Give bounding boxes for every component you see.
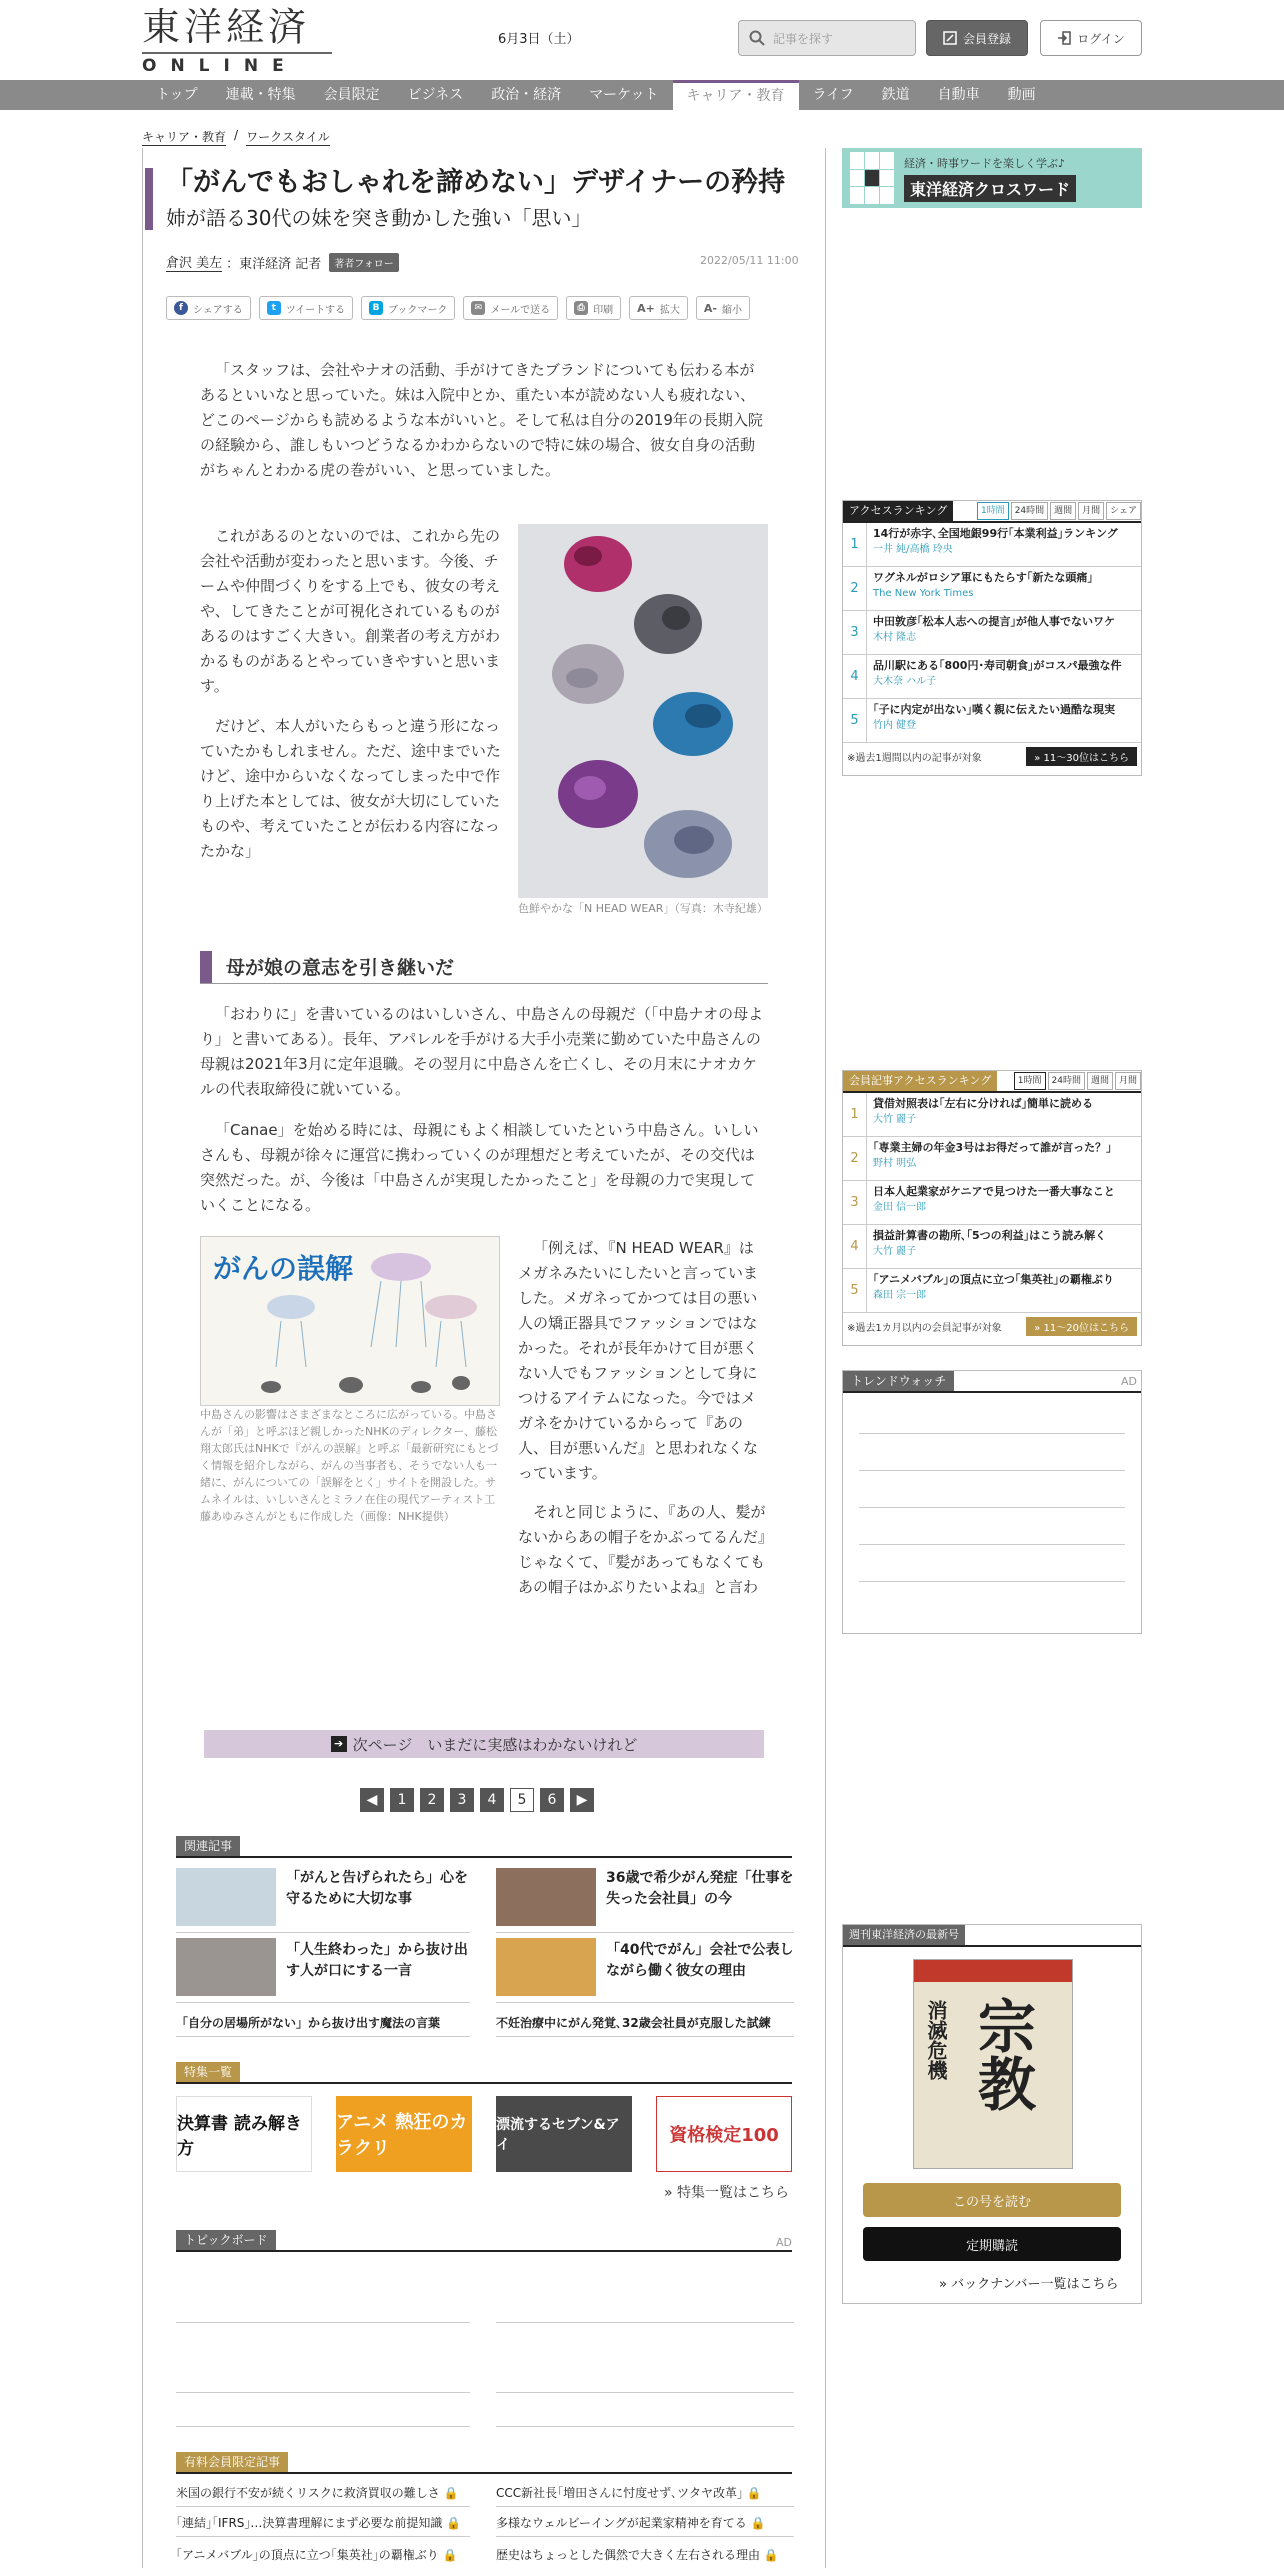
share-label: シェアする xyxy=(193,304,243,316)
divider xyxy=(176,2322,470,2323)
paragraph xyxy=(518,1500,768,1600)
crossword-tagline: 経済・時事ワードを楽しく学ぶ♪ xyxy=(904,156,1066,170)
feature-banner[interactable]: アニメ 熱狂のカラクリ xyxy=(336,2096,472,2172)
paragraph: だけど、本人がいたらもっと違う形になっていたかもしれません。ただ、途中までいたけど、途中からいなくなってしまった中で作り上げた本としては、彼女が大切にしていたものや、考えていたことが伝わる内容になったかな」 xyxy=(200,717,501,860)
tab-24h[interactable]: 24時間 xyxy=(1011,502,1048,520)
weekly-magazine xyxy=(842,1924,1142,2304)
rank-author: 大竹 麗子 xyxy=(873,1246,917,1257)
crossword-brand: 東洋経済クロスワード xyxy=(904,175,1076,202)
rank-number: 2 xyxy=(843,1137,867,1180)
divider xyxy=(859,1581,1125,1582)
tweet-label: ツイートする xyxy=(285,304,346,316)
related-label: 関連記事 xyxy=(176,1836,240,1856)
nav-item-business[interactable]: ビジネス xyxy=(407,87,464,103)
related-thumb[interactable] xyxy=(176,1938,276,1996)
nav-item-video[interactable]: 動画 xyxy=(1007,87,1036,103)
login-button[interactable] xyxy=(1040,20,1142,56)
backnumber-link[interactable]: » バックナンバー一覧はこちら xyxy=(939,2277,1119,2292)
tweet-button[interactable] xyxy=(259,296,353,320)
divider xyxy=(496,2036,794,2037)
rank-author: 森田 宗一郎 xyxy=(873,1290,927,1301)
headwear-photo[interactable] xyxy=(518,524,768,898)
cover-subtitle: 消滅危機 xyxy=(924,2000,948,2080)
ranking-item[interactable] xyxy=(843,1181,1141,1225)
divider xyxy=(176,2536,470,2537)
feature-banner[interactable]: 決算書 読み解き方 xyxy=(176,2096,312,2172)
read-issue-button[interactable]: この号を読む xyxy=(863,2183,1121,2217)
lock-icon: 🔒 xyxy=(750,2516,766,2530)
divider xyxy=(496,2392,794,2393)
rank-author: 一井 純/高橋 玲央 xyxy=(873,544,953,555)
logo-kanji: 東洋経済 xyxy=(142,5,311,49)
author-line xyxy=(166,252,399,272)
ranking-item[interactable] xyxy=(843,611,1141,655)
nav-item-career[interactable]: キャリア・教育 xyxy=(673,80,799,110)
backnumber-label: バックナンバー一覧はこちら xyxy=(951,2277,1119,2292)
nav-item-auto[interactable]: 自動車 xyxy=(937,87,980,103)
related-thumb[interactable] xyxy=(176,1868,276,1926)
search-icon xyxy=(749,30,765,46)
rank-title: 日本人起業家がケニアで見つけた一番大事なこと xyxy=(873,1185,1115,1198)
ranking-item[interactable] xyxy=(843,1137,1141,1181)
rank-author: 木村 隆志 xyxy=(873,632,917,643)
paid-article-link[interactable] xyxy=(176,2514,461,2531)
zoom-in-button[interactable] xyxy=(629,296,688,320)
ranking-label: アクセスランキング xyxy=(843,501,953,521)
paid-title: 多様なウェルビーイングが起業家精神を育てる xyxy=(496,2516,747,2530)
twitter-icon: t xyxy=(267,301,281,315)
print-label: 印刷 xyxy=(593,304,614,316)
feature-banner[interactable]: 資格検定100 xyxy=(656,2096,792,2172)
related-header xyxy=(176,1836,792,1858)
features-header xyxy=(176,2062,792,2084)
topicboard-label: トピックボード xyxy=(176,2230,276,2250)
lock-icon: 🔒 xyxy=(442,2548,458,2562)
rank-title: 中田敦彦｢松本人志への提言｣が他人事でないワケ xyxy=(873,615,1115,628)
zoom-in-label: 拡大 xyxy=(659,304,680,316)
page-button[interactable]: 6 xyxy=(540,1788,564,1812)
related-article-link[interactable]: 「40代でがん」会社で公表しながら働く彼女の理由 xyxy=(606,1942,794,1979)
divider xyxy=(176,2392,470,2393)
features-more-link[interactable]: » 特集一覧はこちら xyxy=(664,2185,790,2201)
paid-article-link[interactable] xyxy=(496,2484,762,2501)
topicboard-header xyxy=(176,2230,792,2252)
tab-1h[interactable]: 1時間 xyxy=(977,502,1009,520)
rank-number: 2 xyxy=(843,567,867,610)
paragraph-continued xyxy=(200,1600,766,1675)
member-ranking xyxy=(842,1070,1142,1346)
breadcrumb-item[interactable]: キャリア・教育 xyxy=(142,130,227,144)
related-thumb[interactable] xyxy=(496,1868,596,1926)
tab-month[interactable]: 月間 xyxy=(1115,1072,1141,1090)
rank-number: 5 xyxy=(843,1269,867,1312)
ad-label: AD xyxy=(776,2236,792,2249)
article-title: 「がんでもおしゃれを諦めない」デザイナーの矜持 xyxy=(166,167,786,198)
member-ranking-label: 会員記事アクセスランキング xyxy=(843,1071,997,1091)
magazine-cover[interactable] xyxy=(913,1959,1073,2169)
tab-week[interactable]: 週間 xyxy=(1050,502,1076,520)
rank-title: ｢専業主婦の年金3号はお得だって誰が言った？｣ xyxy=(873,1141,1112,1154)
paragraph: 「Canae」を始める時には、母親にもよく相談していたという中島さん。いしいさんも、母親が徐々に運営に携わっていくのが理想だと考えていたが、その交代は突然だった。が、今後は「中島さんが実現したかったこと」を母親の力で実現していくことになる。 xyxy=(200,1121,759,1214)
author-affiliation: ：東洋経済 記者 xyxy=(226,256,322,272)
arrow-right-icon: ➔ xyxy=(331,1736,347,1752)
current-date: 6月3日（土） xyxy=(498,32,580,47)
paragraph: 「おわりに」を書いているのはいしいさん、中島さんの母親だ（「中島ナオの母より」と書いてある）。長年、アパレルを手がける大手小売業に勤めていた中島さんの母親は2021年3月に定年退職。その翌月に中島さんを亡くし、その月末にナオカケルの代表取締役に就いている。 xyxy=(200,1005,764,1098)
paid-article-link[interactable] xyxy=(176,2546,458,2563)
page-button[interactable]: 1 xyxy=(390,1788,414,1812)
lock-icon: 🔒 xyxy=(446,2516,462,2530)
zoom-in-icon: A+ xyxy=(637,301,655,315)
login-icon xyxy=(1057,31,1071,45)
related-article-link[interactable]: 36歳で希少がん発症「仕事を失った会社員」の今 xyxy=(606,1870,794,1907)
page-button[interactable]: 4 xyxy=(480,1788,504,1812)
rank-number: 3 xyxy=(843,1181,867,1224)
ranking-item[interactable] xyxy=(843,1093,1141,1137)
register-label: 会員登録 xyxy=(962,31,1011,46)
login-label: ログイン xyxy=(1077,31,1125,46)
divider xyxy=(496,2536,794,2537)
page-button[interactable]: 3 xyxy=(450,1788,474,1812)
feature-banner[interactable]: 漂流するセブン&アイ xyxy=(496,2096,632,2172)
divider xyxy=(496,2506,794,2507)
prev-page-button[interactable]: ◀ xyxy=(360,1788,384,1812)
breadcrumb: キャリア・教育 / ワークスタイル xyxy=(142,128,330,144)
rank-number: 3 xyxy=(843,611,867,654)
features-label: 特集一覧 xyxy=(176,2062,240,2082)
divider xyxy=(176,2506,470,2507)
paragraph-head: それと同じように、『あの人、髪がないからあの帽子をかぶってるんだ』じゃなくて、『髪があってもなくてもあの帽子はかぶりたいよね』と言わ xyxy=(518,1503,766,1596)
rank-title: ｢子に内定が出ない｣嘆く親に伝えたい過酷な現実 xyxy=(873,703,1115,716)
paid-title: ｢アニメバブル｣の頂点に立つ｢集英社｣の覇権ぶり xyxy=(176,2548,439,2562)
section-heading xyxy=(200,950,768,984)
publish-date: 2022/05/11 11:00 xyxy=(700,254,799,267)
rank-author: 大竹 麗子 xyxy=(873,1114,917,1125)
site-logo[interactable] xyxy=(142,5,332,76)
logo-online: ONLINE xyxy=(142,52,332,76)
ranking-item[interactable] xyxy=(843,1269,1141,1313)
rank-title: ｢アニメバブル｣の頂点に立つ｢集英社｣の覇権ぶり xyxy=(873,1273,1114,1286)
main-nav xyxy=(142,80,1284,108)
mail-button[interactable] xyxy=(463,296,558,320)
subscribe-button[interactable]: 定期購読 xyxy=(863,2227,1121,2261)
article-subtitle: 姉が語る30代の妹を突き動かした強い「思い」 xyxy=(166,206,592,230)
rank-title: ワグネルがロシア軍にもたらす｢新たな頭痛｣ xyxy=(873,571,1093,584)
features-more-label: 特集一覧はこちら xyxy=(677,2185,790,2201)
rank-number: 4 xyxy=(843,1225,867,1268)
search-input[interactable] xyxy=(738,20,916,56)
nav-item-top[interactable]: トップ xyxy=(156,87,198,103)
photo-caption: 色鮮やかな「N HEAD WEAR」（写真：木寺紀雄） xyxy=(518,902,768,915)
related-article-link[interactable]: 「がんと告げられたら」心を守るために大切な事 xyxy=(286,1870,468,1907)
mail-icon: ✉ xyxy=(471,301,485,315)
rank-number: 4 xyxy=(843,655,867,698)
hatena-bookmark-icon: B xyxy=(369,301,383,315)
ranking-header xyxy=(843,501,1141,523)
crossword-grid-icon xyxy=(850,152,894,204)
paid-title: ｢連結｣｢IFRS｣…決算書理解にまず必要な前提知識 xyxy=(176,2516,443,2530)
rank-title: 品川駅にある｢800円･寿司朝食｣がコスパ最強な件 xyxy=(873,659,1122,672)
nav-item-life[interactable]: ライフ xyxy=(812,87,854,103)
gankai-caption: 中島さんの影響はさまざまなところに広がっている。中島さんが「弟」と呼ぶほど親しかったNHKのディレクター、藤松翔太郎氏はNHKで『がんの誤解』と呼ぶ「最新研究にもとづく情報を紹介しながら、がんの当事者も、そうでない人も一緒に、がんについての「誤解をとく」サイトを開設した。サムネイルは、いしいさんとミラノ在住の現代アーティスト工藤あゆみさんがともに作成した（画像：NHK提供） xyxy=(200,1408,499,1523)
gankai-title: がんの誤解 xyxy=(213,1252,354,1285)
paid-article-link[interactable] xyxy=(496,2514,766,2531)
lock-icon: 🔒 xyxy=(763,2548,779,2562)
divider xyxy=(496,2426,794,2427)
rank-author: The New York Times xyxy=(873,588,974,599)
ranking-note: ※過去1週間以内の記事が対象 xyxy=(847,753,982,764)
search-placeholder: 記事を探す xyxy=(773,31,834,46)
paid-article-link[interactable] xyxy=(496,2546,779,2563)
next-page-button[interactable]: ▶ xyxy=(570,1788,594,1812)
paid-header xyxy=(176,2452,792,2474)
headwear-illustration xyxy=(518,524,768,898)
current-page: 5 xyxy=(510,1788,534,1812)
rank-author: 金田 信一郎 xyxy=(873,1202,927,1213)
rank-author: 野村 明弘 xyxy=(873,1158,917,1169)
weekly-label: 週刊東洋経済の最新号 xyxy=(843,1925,965,1945)
mail-label: メールで送る xyxy=(490,304,551,316)
register-button[interactable] xyxy=(926,20,1028,56)
tab-24h[interactable]: 24時間 xyxy=(1048,1072,1085,1090)
member-ranking-header xyxy=(843,1071,1141,1093)
gankai-illustration xyxy=(201,1237,501,1407)
divider xyxy=(496,2002,794,2003)
lock-icon: 🔒 xyxy=(746,2486,762,2500)
member-ranking-note: ※過去1カ月以内の会員記事が対象 xyxy=(847,1323,1002,1334)
breadcrumb-item[interactable]: ワークスタイル xyxy=(246,130,330,144)
ranking-item[interactable] xyxy=(843,523,1141,567)
related-article-link[interactable]: 不妊治療中にがん発覚､32歳会社員が克服した試練 xyxy=(496,2016,771,2030)
access-ranking xyxy=(842,500,1142,776)
member-ranking-more-label: 11～20位はこちら xyxy=(1043,1323,1129,1334)
divider xyxy=(176,2426,470,2427)
paid-label: 有料会員限定記事 xyxy=(176,2452,288,2472)
lock-icon: 🔒 xyxy=(443,2486,459,2500)
ranking-item[interactable] xyxy=(843,699,1141,743)
paid-article-link[interactable] xyxy=(176,2484,459,2501)
print-button[interactable] xyxy=(566,296,621,320)
tab-month[interactable]: 月間 xyxy=(1078,502,1104,520)
zoom-out-button[interactable] xyxy=(696,296,750,320)
rank-number: 5 xyxy=(843,699,867,742)
next-page-link[interactable] xyxy=(204,1730,764,1758)
paragraph: 「スタッフは、会社やナオの活動、手がけてきたブランドについても伝わる本があるといいなと思っていた。妹は入院中とか、重たい本が読めない人も疲れない、どこのページからも読めるような本がいいと。そして私は自分の2019年の長期入院の経験から、誰しもいつどうなるかわからないので特に妹の場合、彼女自身の活動がちゃんとわかる虎の巻がいい、と思っていました。 xyxy=(200,361,763,479)
gankai-thumbnail[interactable] xyxy=(200,1236,500,1406)
ranking-item[interactable] xyxy=(843,1225,1141,1269)
divider xyxy=(176,2036,470,2037)
print-icon: ⎙ xyxy=(574,301,588,315)
bookmark-label: ブックマーク xyxy=(388,304,448,316)
rank-title: 14行が赤字､全国地銀99行｢本業利益｣ランキング xyxy=(873,527,1118,540)
bookmark-button[interactable] xyxy=(361,296,455,320)
facebook-share-button[interactable] xyxy=(166,296,251,320)
edit-icon xyxy=(943,31,957,45)
rank-title: 貸借対照表は｢左右に分ければ｣簡単に読める xyxy=(873,1097,1093,1110)
pagination xyxy=(360,1788,594,1812)
paid-title: 米国の銀行不安が続くリスクに救済買収の難しさ xyxy=(176,2486,440,2500)
nav-item-market[interactable]: マーケット xyxy=(589,87,659,103)
next-page-label: 次ページ いまだに実感はわかないけれど xyxy=(352,1735,638,1754)
ranking-more-label: 11～30位はこちら xyxy=(1043,753,1129,764)
divider xyxy=(176,1932,470,1933)
crossword-banner[interactable] xyxy=(842,148,1142,208)
related-article-link[interactable]: 「自分の居場所がない」から抜け出す魔法の言葉 xyxy=(176,2016,441,2030)
follow-author-button[interactable]: 著者フォロー xyxy=(329,253,399,272)
nav-item-politics[interactable]: 政治・経済 xyxy=(491,87,562,103)
paragraph: これがあるのとないのでは、これから先の会社や活動が変わったと思います。今後、チームや仲間づくりをする上でも、彼女の考えや、してきたことが可視化されているものがあるのはすごく大きい。創業者の考え方がわかるものがあるとやっていきやすいと思います。 xyxy=(200,527,501,695)
facebook-icon: f xyxy=(174,301,188,315)
zoom-out-icon: A- xyxy=(703,301,717,315)
divider xyxy=(496,1932,794,1933)
page-button[interactable]: 2 xyxy=(420,1788,444,1812)
related-article-link[interactable]: 「人生終わった」から抜け出す人が口にする一言 xyxy=(286,1942,468,1979)
divider xyxy=(176,2002,470,2003)
zoom-out-label: 縮小 xyxy=(721,304,742,316)
divider xyxy=(496,2322,794,2323)
rank-author: 大木奈 ハル子 xyxy=(873,676,937,687)
related-thumb[interactable] xyxy=(496,1938,596,1996)
author-name[interactable]: 倉沢 美左 xyxy=(166,252,222,272)
tab-share[interactable]: シェア xyxy=(1106,502,1141,520)
nav-item-series[interactable]: 連載・特集 xyxy=(225,87,296,103)
share-bar xyxy=(166,296,750,320)
ranking-item[interactable] xyxy=(843,655,1141,699)
tab-1h[interactable]: 1時間 xyxy=(1014,1072,1046,1090)
rank-title: 損益計算書の勘所､｢5つの利益｣はこう読み解く xyxy=(873,1229,1107,1242)
rank-number: 1 xyxy=(843,523,867,566)
title-accent-bar xyxy=(145,168,153,230)
ad-label: AD xyxy=(1121,1374,1137,1388)
section-heading-text: 母が娘の意志を引き継いだ xyxy=(226,957,455,979)
paragraph: 「例えば、『N HEAD WEAR』はメガネみたいにしたいと言っていました。メガネってかつては目の悪い人の矯正器具でファッションではなかった。それが長年かけて目が悪くない人でもファッションとして身につけるアイテムになった。今ではメガネをかけているからって『あの人、目が悪いんだ』と思われなくなっています。 xyxy=(518,1239,759,1482)
ranking-item[interactable] xyxy=(843,567,1141,611)
trend-watch xyxy=(842,1370,1142,1634)
rank-author: 竹内 健登 xyxy=(873,720,917,731)
member-ranking-more-link[interactable]: » 11～20位はこちら xyxy=(1026,1317,1137,1336)
paid-title: 歴史はちょっとした偶然で大きく左右される理由 xyxy=(496,2548,761,2562)
nav-item-members[interactable]: 会員限定 xyxy=(323,87,380,103)
cover-masthead xyxy=(914,1960,1073,1982)
trend-label: トレンドウォッチ xyxy=(843,1371,954,1391)
rank-number: 1 xyxy=(843,1093,867,1136)
paid-title: CCC新社長｢増田さんに忖度せず､ツタヤ改革｣ xyxy=(496,2486,744,2500)
heading-accent xyxy=(200,951,212,983)
cover-title: 宗教 xyxy=(968,1996,1036,2112)
ranking-more-link[interactable]: » 11～30位はこちら xyxy=(1026,747,1137,766)
nav-item-railway[interactable]: 鉄道 xyxy=(881,87,910,103)
tab-week[interactable]: 週間 xyxy=(1087,1072,1113,1090)
